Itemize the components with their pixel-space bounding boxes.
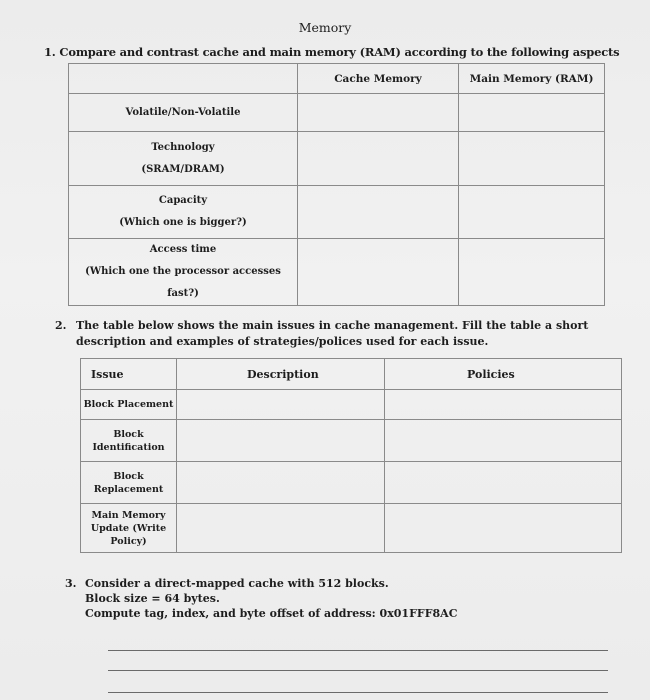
question-3-line: Block size = 64 bytes.	[85, 592, 220, 605]
issue-label	[81, 504, 177, 553]
question-1-prompt: 1. Compare and contrast cache and main memory (RAM) according to the following aspects	[44, 45, 620, 59]
page-title: Memory	[298, 20, 352, 35]
header-main-memory: Main Memory (RAM)	[459, 64, 605, 94]
table-row	[81, 504, 622, 553]
row-label-line: Volatile/Non-Volatile	[125, 106, 241, 118]
cache-vs-main-memory-table	[68, 63, 605, 306]
header-policies: Policies	[385, 359, 622, 390]
answer-line[interactable]	[108, 670, 608, 671]
header-aspect	[69, 64, 298, 94]
question-3-line: Compute tag, index, and byte offset of address: 0x01FFF8AC	[85, 607, 458, 620]
header-cache-memory: Cache Memory	[298, 64, 459, 94]
issue-label	[81, 390, 177, 420]
row-label	[69, 132, 298, 186]
question-2-prompt	[55, 318, 635, 350]
description-cell[interactable]	[177, 504, 385, 553]
issue-label-line: Block	[113, 428, 144, 440]
table-row	[81, 390, 622, 420]
row-label-line: Access time	[149, 244, 217, 255]
table-row	[81, 462, 622, 504]
description-cell[interactable]	[177, 420, 385, 462]
issue-label	[81, 462, 177, 504]
policies-cell[interactable]	[385, 462, 622, 504]
row-label-sub: (Which one the processor accesses fast?)	[85, 266, 281, 299]
policies-cell[interactable]	[385, 390, 622, 420]
issue-label-line: Block	[113, 470, 144, 482]
policies-cell[interactable]	[385, 420, 622, 462]
row-label-line: Capacity	[158, 195, 208, 206]
issue-label-line: Identification	[92, 441, 165, 453]
answer-cell-main[interactable]	[459, 94, 605, 132]
table-header-row	[81, 359, 622, 390]
description-cell[interactable]	[177, 390, 385, 420]
answer-line[interactable]	[108, 650, 608, 651]
header-description: Description	[177, 359, 385, 390]
issue-label-line: Replacement	[93, 483, 164, 495]
row-label	[69, 94, 298, 132]
description-cell[interactable]	[177, 462, 385, 504]
row-label-sub: (SRAM/DRAM)	[141, 163, 225, 175]
table-row	[69, 132, 605, 186]
answer-cell-main[interactable]	[459, 239, 605, 306]
table-row	[69, 239, 605, 306]
issue-label-line: Update (Write	[90, 522, 167, 534]
answer-cell-cache[interactable]	[298, 94, 459, 132]
answer-cell-main[interactable]	[459, 132, 605, 186]
table-row	[69, 94, 605, 132]
cache-management-table	[80, 358, 622, 553]
row-label-sub: (Which one is bigger?)	[119, 217, 247, 228]
row-label	[69, 239, 298, 306]
answer-cell-cache[interactable]	[298, 132, 459, 186]
answer-cell-cache[interactable]	[298, 186, 459, 239]
issue-label-line: Policy)	[110, 535, 147, 547]
answer-line[interactable]	[108, 692, 608, 693]
table-row	[81, 420, 622, 462]
row-label	[69, 186, 298, 239]
issue-label-line: Main Memory	[91, 509, 166, 521]
question-3-line: Consider a direct-mapped cache with 512 blocks.	[85, 577, 389, 590]
question-2-text: The table below shows the main issues in cache management. Fill the table a short description and examples of strategies/polices used for each issue.	[76, 319, 589, 348]
row-label-line: Technology	[151, 141, 215, 153]
question-3	[65, 576, 457, 621]
table-row	[69, 186, 605, 239]
question-3-number: 3.	[65, 577, 77, 590]
answer-cell-main[interactable]	[459, 186, 605, 239]
answer-cell-cache[interactable]	[298, 239, 459, 306]
question-2-number: 2.	[55, 319, 67, 332]
policies-cell[interactable]	[385, 504, 622, 553]
header-issue: Issue	[81, 359, 177, 390]
table-header-row	[69, 64, 605, 94]
issue-label	[81, 420, 177, 462]
issue-label-line: Block Placement	[83, 399, 174, 410]
